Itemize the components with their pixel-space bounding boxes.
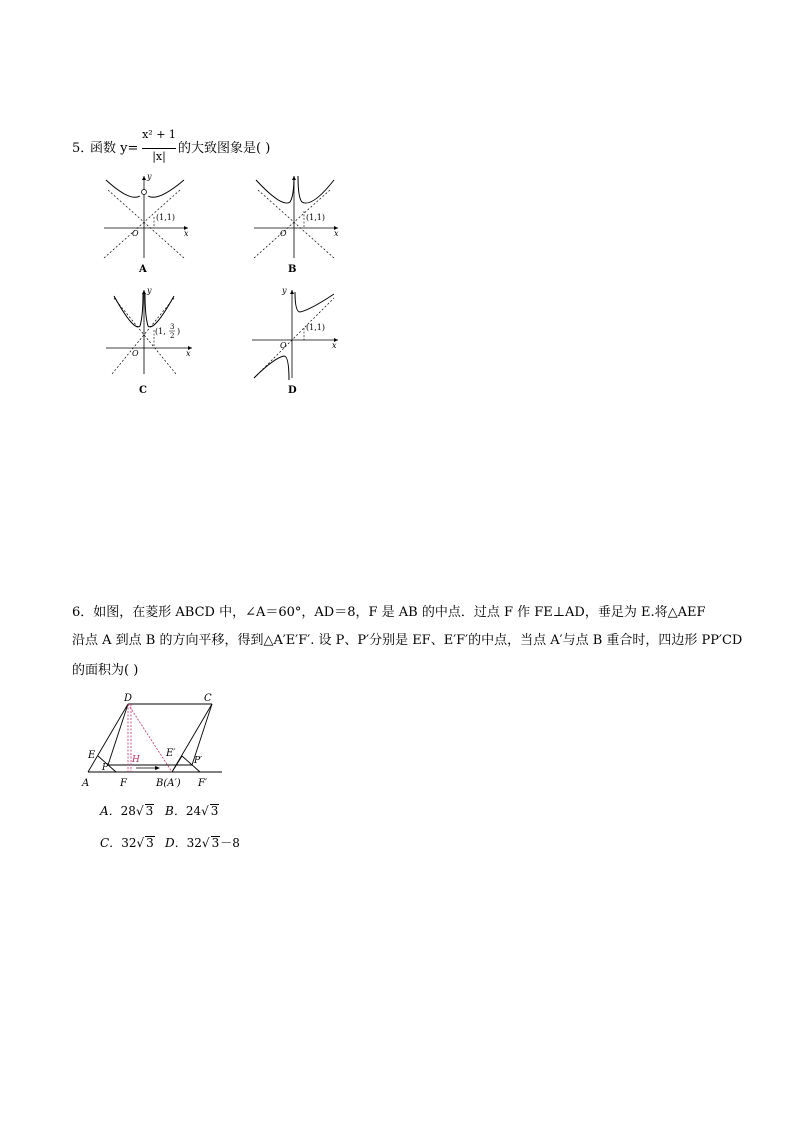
q5-graph-d-y-label: y	[282, 286, 287, 295]
q6-line-3: 的面积为( )	[72, 663, 139, 678]
q5-prefix: 函数 y=	[90, 141, 139, 156]
q5-graph-c-x-label: x	[186, 349, 191, 358]
q5-graph-b-origin: O	[280, 229, 287, 238]
q6-label-c: C	[204, 693, 212, 704]
q6-label-b: B(A′)	[156, 778, 181, 789]
q6-label-e2: E′	[166, 748, 176, 759]
q5-graph-d-origin: O	[280, 341, 287, 350]
q6-label-d: D	[124, 693, 133, 704]
q5-graph-b-point: (1,1)	[306, 213, 325, 222]
q5-graph-b-label: B	[288, 264, 297, 275]
q5-graph-b-x-label: x	[334, 229, 339, 238]
q5-graph-d	[250, 284, 342, 382]
q6-option-c[interactable]: C．32√ 3	[100, 836, 154, 850]
q5-graph-b	[250, 170, 342, 262]
q5-fraction-bar	[142, 148, 176, 149]
q6-label-e: E	[88, 750, 96, 761]
svg-text:): )	[177, 327, 181, 336]
q5-graph-a-origin: O	[132, 229, 139, 238]
q6-rhombus-figure	[80, 690, 230, 790]
q5-graph-d-x-label: x	[332, 341, 337, 350]
q5-graph-a-point: (1,1)	[156, 213, 175, 222]
q5-graph-c	[100, 286, 200, 378]
q5-graph-c-label: C	[139, 385, 147, 396]
q5-graph-c-point-den: 2	[170, 332, 175, 340]
q6-label-p2: P′	[194, 756, 203, 766]
q5-fraction-denominator: |x|	[152, 150, 166, 163]
q6-label-p: P	[102, 763, 109, 773]
q6-option-b[interactable]: B．24√ 3	[165, 804, 219, 818]
q6-label-a: A	[82, 778, 90, 789]
q6-label-f: F	[120, 778, 127, 789]
q5-fraction-numerator: x² + 1	[142, 128, 176, 141]
q5-graph-c-y-label: y	[147, 286, 152, 295]
q5-graph-a	[100, 170, 192, 262]
q5-number: 5．	[72, 141, 94, 156]
q5-graph-a-x-label: x	[184, 229, 189, 238]
q6-option-d[interactable]: D．32√ 3－8	[165, 836, 240, 850]
q5-graph-c-point-num: 3	[170, 323, 175, 331]
q5-graph-d-point: (1,1)	[306, 323, 325, 332]
svg-text:(1,: (1,	[155, 327, 166, 336]
q6-label-f2: F′	[198, 778, 208, 789]
q6-line-2: 沿点 A 到点 B 的方向平移，得到△A′E′F′. 设 P、P′分别是 EF、E′F′的中点，当点 A′与点 B 重合时，四边形 PP′CD	[72, 633, 743, 648]
q5-suffix: 的大致图象是( )	[178, 141, 271, 156]
q5-graph-a-label: A	[139, 264, 147, 275]
q6-option-a[interactable]: A．28√ 3	[100, 804, 154, 818]
q5-graph-c-origin: O	[132, 349, 139, 358]
q5-graph-d-label: D	[288, 385, 297, 396]
q6-line-1: 6．如图，在菱形 ABCD 中，∠A＝60°，AD＝8，F 是 AB 的中点．过点 F 作 FE⊥AD，垂足为 E.将△AEF	[72, 605, 706, 620]
q6-label-h: H	[132, 755, 140, 765]
q5-graph-a-y-label: y	[147, 172, 152, 181]
